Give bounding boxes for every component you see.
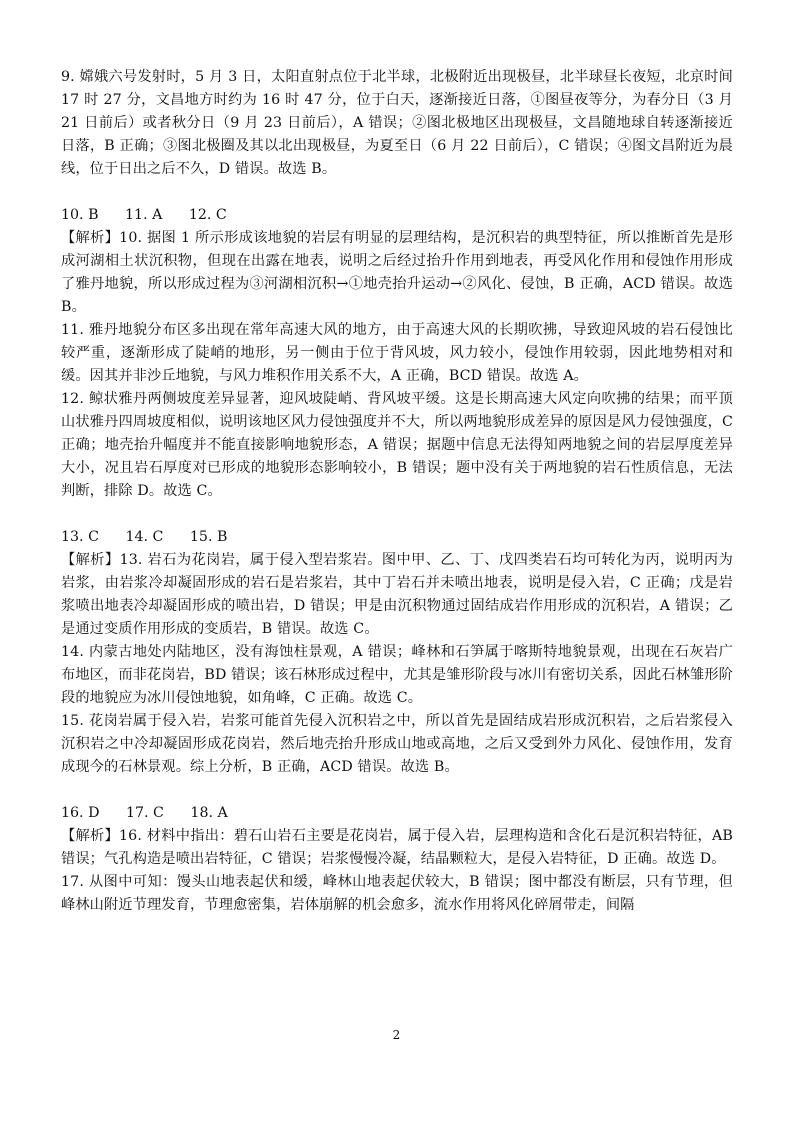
answer-key-row	[61, 526, 733, 549]
answer-16: 16. D	[61, 805, 100, 821]
answer-11: 11. A	[125, 207, 163, 223]
analysis-14: 14. 内蒙古地处内陆地区，没有海蚀柱景观，A 错误；峰林和石笋属于喀斯特地貌景观，出现在石灰岩广布地区，而非花岗岩，BD 错误；该石林形成过程中，尤其是雏形阶段与冰川有密切关系，因此石林雏形阶段的地貌应为冰川侵蚀地貌，如角峰，C 正确。故选 C。	[61, 644, 733, 706]
analysis-15: 15. 花岗岩属于侵入岩，岩浆可能首先侵入沉积岩之中，所以首先是固结成岩形成沉积岩，之后岩浆侵入沉积岩之中冷却凝固形成花岗岩，然后地壳抬升形成山地或高地，之后又受到外力风化、侵蚀作用，发育成现今的石林景观。综上分析，B 正确，ACD 错误。故选 B。	[61, 713, 733, 775]
analysis-16: 【解析】16. 材料中指出：碧石山岩石主要是花岗岩，属于侵入岩，层理构造和含化石是沉积岩特征，AB 错误；气孔构造是喷出岩特征，C 错误；岩浆慢慢冷凝，结晶颗粒大，是侵入岩特征，D 正确。故选 D。	[61, 828, 733, 867]
answer-group-16-18	[61, 802, 733, 917]
question-9-text: 9. 嫦娥六号发射时，5 月 3 日，太阳直射点位于北半球，北极附近出现极昼，北半球昼长夜短，北京时间 17 时 27 分，文昌地方时约为 16 时 47 分，位于白天，逐渐接近日落，①图昼夜等分，为春分日（3 月 21 日前后）或者秋分日（9 月 23 日前后），A 错误；②图北极地区出现极昼，文昌随地球自转逐渐接近日落，B 正确；③图北极圈及其以北出现极昼，为夏至日（6 月 22 日前后），C 错误；④图文昌附近为晨线，位于日出之后不久，D 错误。故选 B。	[61, 69, 733, 177]
analysis-17: 17. 从图中可知：馒头山地表起伏和缓，峰林山地表起伏较大，B 错误；图中都没有断层，只有节理，但峰林山附近节理发育，节理愈密集，岩体崩解的机会愈多，流水作用将风化碎屑带走，间隔	[61, 874, 733, 913]
analysis-13: 【解析】13. 岩石为花岗岩，属于侵入型岩浆岩。图中甲、乙、丁、戊四类岩石均可转化为丙，说明丙为岩浆，由岩浆冷却凝固形成的岩石是岩浆岩，其中丁岩石并未喷出地表，说明是侵入岩，C 正确；戊是岩浆喷出地表冷却凝固形成的喷出岩，D 错误；甲是由沉积物通过固结成岩作用形成的沉积岩，A 错误；乙是通过变质作用形成的变质岩，B 错误。故选 C。	[61, 552, 733, 637]
answer-18: 18. A	[190, 805, 228, 821]
page-content	[61, 66, 733, 940]
answer-15: 15. B	[189, 529, 228, 545]
answer-group-10-12	[61, 204, 733, 503]
answer-14: 14. C	[125, 529, 164, 545]
answer-12: 12. C	[188, 207, 227, 223]
answer-group-13-15	[61, 526, 733, 779]
answer-10: 10. B	[61, 207, 99, 223]
analysis-12: 12. 鲸状雅丹两侧坡度差异显著，迎风坡陡峭、背风坡平缓。这是长期高速大风定向吹拂的结果；而平顶山状雅丹四周坡度相似，说明该地区风力侵蚀强度并不大，所以两地貌形成差异的原因是风力侵蚀强度，C 正确；地壳抬升幅度并不能直接影响地貌形态，A 错误；据题中信息无法得知两地貌之间的岩层厚度差异大小，况且岩石厚度对已形成的地貌形态影响较小，B 错误；题中没有关于两地貌的岩石性质信息，无法判断，排除 D。故选 C。	[61, 391, 733, 499]
answer-key-row	[61, 802, 733, 825]
answer-key-row	[61, 204, 733, 227]
analysis-10: 【解析】10. 据图 1 所示形成该地貌的岩层有明显的层理结构，是沉积岩的典型特征，所以推断首先是形成河湖相土状沉积物，但现在出露在地表，说明之后经过抬升作用到地表，再受风化作用和侵蚀作用形成了雅丹地貌，所以形成过程为③河湖相沉积→①地壳抬升运动→②风化、侵蚀，B 正确，ACD 错误。故选 B。	[61, 230, 733, 315]
page-number: 2	[392, 1028, 401, 1042]
analysis-11: 11. 雅丹地貌分布区多出现在常年高速大风的地方，由于高速大风的长期吹拂，导致迎风坡的岩石侵蚀比较严重，逐渐形成了陡峭的地形，另一侧由于位于背风坡，风力较小，侵蚀作用较弱，因此地势相对和缓。因其并非沙丘地貌，与风力堆积作用关系不大，A 正确，BCD 错误。故选 A。	[61, 322, 733, 384]
answer-13: 13. C	[61, 529, 99, 545]
question-9-explanation	[61, 66, 733, 181]
answer-17: 17. C	[125, 805, 164, 821]
